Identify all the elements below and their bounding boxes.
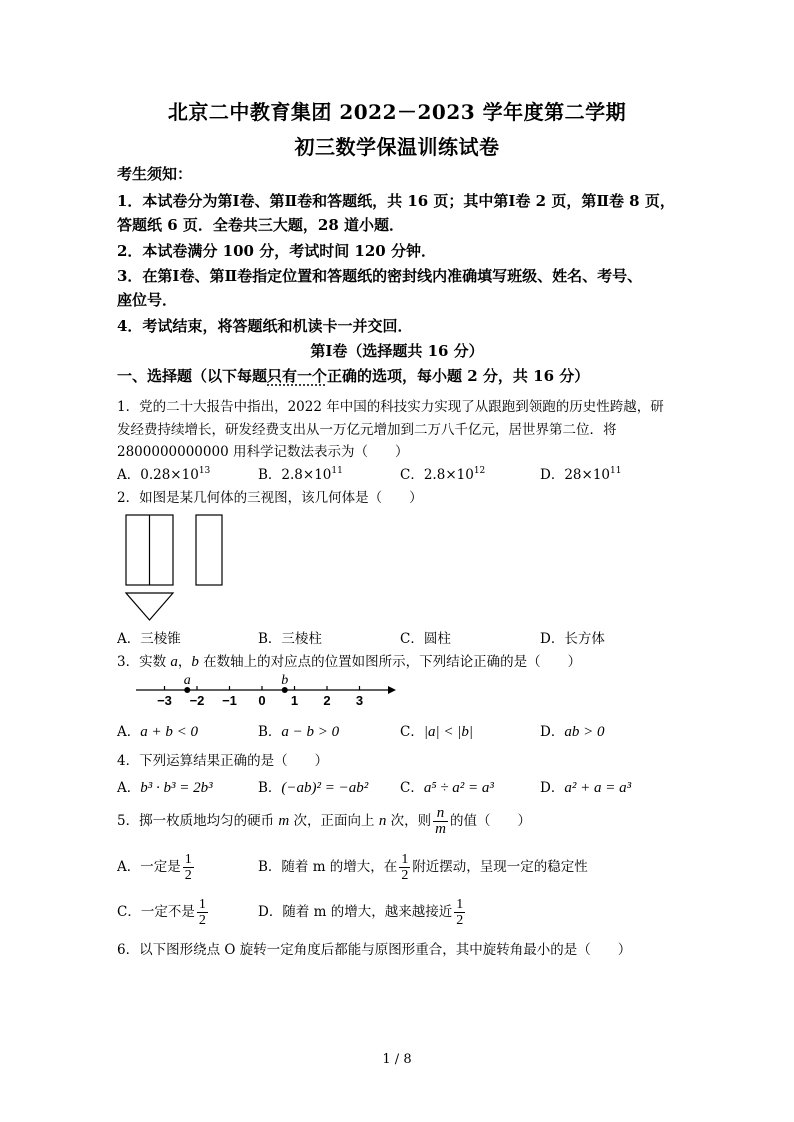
notice-item: 2．本试卷满分 100 分，考试时间 120 分钟． xyxy=(117,242,436,260)
exam-title-line2: 初三数学保温训练试卷 xyxy=(294,135,500,159)
q5-option-a: A．一定是 $\frac{1}{2}$ xyxy=(117,852,192,883)
number-line-point-label: a xyxy=(183,673,191,688)
number-line-point-label: b xyxy=(281,673,289,688)
notice-item: 3．在第Ⅰ卷、第Ⅱ卷指定位置和答题纸的密封线内准确填写班级、姓名、考号、 xyxy=(117,267,643,285)
notice-item: 4．考试结束，将答题纸和机读卡一并交回． xyxy=(117,317,413,335)
question-1-stem: 2800000000000 用科学记数法表示为（ ） xyxy=(117,444,409,460)
number-line-tick-label: 2 xyxy=(323,693,331,708)
notice-item: 答题纸 6 页．全卷共三大题，28 道小题． xyxy=(117,216,404,234)
number-line-tick-label: −3 xyxy=(157,693,172,708)
q4-option-b: B．(−ab)² = −ab² xyxy=(258,780,369,796)
number-line xyxy=(0,672,794,712)
number-line-tick-label: −2 xyxy=(189,693,205,708)
number-line-arrow xyxy=(388,686,396,694)
q5-option-b: B．随着 m 的增大，在 $\frac{1}{2}$ 附近摆动，呈现一定的稳定性 xyxy=(258,852,588,883)
q5-option-c: C．一定不是 $\frac{1}{2}$ xyxy=(117,897,206,928)
number-line-tick-label: 1 xyxy=(290,693,299,708)
notice-item: 座位号． xyxy=(117,291,178,309)
question-1-stem: 1．党的二十大报告中指出，2022 年中国的科技实力实现了从跟跑到领跑的历史性跨越，研 xyxy=(117,399,664,415)
emphasis-dots: 只有一个 xyxy=(267,367,328,385)
q2-option-d: D．长方体 xyxy=(540,631,605,647)
q3-option-c: C．|a| < |b| xyxy=(400,724,473,740)
q3-option-a: A．a + b < 0 xyxy=(117,724,198,740)
q4-option-c: C．a⁵ ÷ a² = a³ xyxy=(400,780,494,796)
fraction-one-half: $\frac{1}{2}$ xyxy=(184,852,192,883)
exam-title-line1: 北京二中教育集团 2022－2023 学年度第二学期 xyxy=(167,100,627,124)
side-view-rect xyxy=(196,515,222,585)
notice-item: 1．本试卷分为第Ⅰ卷、第Ⅱ卷和答题纸，共 16 页；其中第Ⅰ卷 2 页，第Ⅱ卷 8 页， xyxy=(117,192,675,210)
q3-option-d: D．ab > 0 xyxy=(540,724,605,740)
q1-option-d: D．$28\times 10^{11}$ xyxy=(540,466,622,483)
fraction-n-over-m: $\frac{n}{m}$ xyxy=(435,805,446,837)
q1-option-c: C．$2.8\times 10^{12}$ xyxy=(400,466,486,483)
section-heading: 一、选择题（以下每题只有一个正确的选项，每小题 2 分，共 16 分） xyxy=(117,367,590,385)
question-5-stem: 5．掷一枚质地均匀的硬币 m 次，正面向上 n 次，则 $\frac{n}{m}$ 的值（ ） xyxy=(117,805,531,837)
q2-option-a: A．三棱锥 xyxy=(117,631,181,647)
fraction-one-half: $\frac{1}{2}$ xyxy=(401,852,409,883)
q2-option-b: B．三棱柱 xyxy=(258,631,322,647)
fraction-one-half: $\frac{1}{2}$ xyxy=(198,897,206,928)
number-line-tick-label: −1 xyxy=(222,693,237,708)
q4-option-d: D．a² + a = a³ xyxy=(540,780,632,796)
question-4-stem: 4．下列运算结果正确的是（ ） xyxy=(117,753,329,769)
top-view-triangle xyxy=(126,593,173,620)
notice-heading: 考生须知： xyxy=(117,165,193,183)
q1-option-b: B．$2.8\times 10^{11}$ xyxy=(258,466,343,483)
page-number: 1 / 8 xyxy=(382,1052,412,1067)
three-view-diagram xyxy=(0,510,794,630)
section-title: 第Ⅰ卷（选择题共 16 分） xyxy=(310,342,484,360)
q2-option-c: C．圆柱 xyxy=(400,631,451,647)
question-6-stem: 6．以下图形绕点 O 旋转一定角度后都能与原图形重合，其中旋转角最小的是（ ） xyxy=(117,942,632,958)
q4-option-a: A．b³ · b³ = 2b³ xyxy=(117,780,213,796)
question-2-stem: 2．如图是某几何体的三视图，该几何体是（ ） xyxy=(117,490,423,506)
q5-option-d: D．随着 m 的增大，越来越接近 $\frac{1}{2}$ xyxy=(258,897,464,928)
fraction-one-half: $\frac{1}{2}$ xyxy=(456,897,464,928)
question-1-stem: 发经费持续增长，研发经费支出从一万亿元增加到二万八千亿元，居世界第二位．将 xyxy=(117,422,617,438)
question-3-stem: 3．实数 a，b 在数轴上的对应点的位置如图所示，下列结论正确的是（ ） xyxy=(117,654,582,670)
q1-option-a: A．$0.28\times 10^{13}$ xyxy=(117,466,211,483)
number-line-tick-label: 3 xyxy=(355,693,364,708)
q3-option-b: B．a − b > 0 xyxy=(258,724,340,740)
number-line-tick-label: 0 xyxy=(258,693,266,708)
